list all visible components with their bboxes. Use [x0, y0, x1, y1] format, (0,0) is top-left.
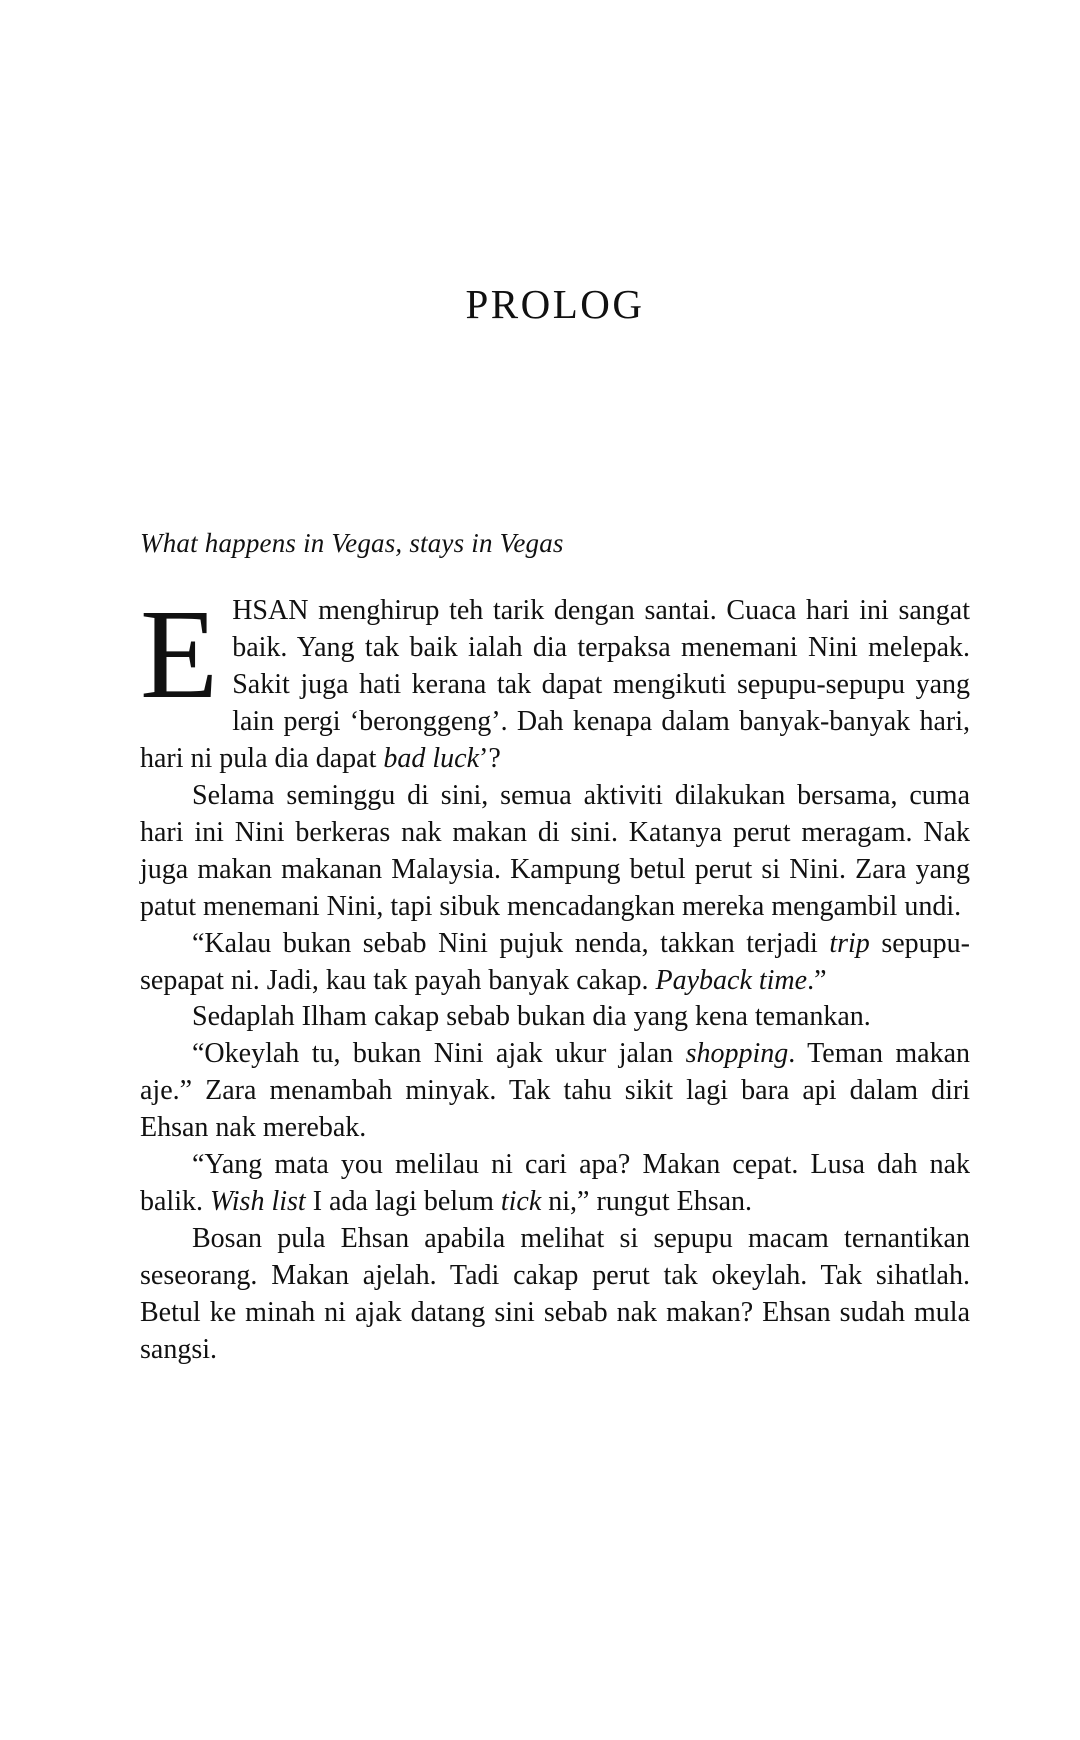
paragraph-1-tail: ’?: [479, 742, 501, 774]
epigraph-text: What happens in Vegas, stays in Vegas: [140, 528, 564, 558]
paragraph-6-part1: “Yang mata you melilau ni cari apa? Makan cepat. Lusa dah nak balik.: [140, 1149, 970, 1218]
paragraph-5: [140, 1036, 970, 1147]
page-content: [140, 280, 970, 1369]
paragraph-3-part3: .”: [807, 964, 827, 996]
body-text: [140, 583, 970, 1369]
paragraph-3-part1: “Kalau bukan sebab Nini pujuk nenda, takkan terjadi: [192, 927, 830, 959]
page-title: PROLOG: [465, 281, 645, 327]
paragraph-3-part2: sepupu-sepapat ni. Jadi, kau tak payah banyak cakap.: [140, 927, 970, 996]
paragraph-1-italic: bad luck: [383, 742, 479, 774]
paragraph-1-lead: HSAN menghirup teh tarik dengan santai. Cuaca hari ini sangat baik. Yang tak baik ialah dia terpaksa menemani Nini melepak. Sakit juga hati kerana tak dapat mengikuti sepupu-sepupu yang lain pergi ‘beronggeng’. Dah kenapa dalam banyak-banyak hari, hari ni pula dia dapat: [140, 595, 970, 774]
paragraph-3: [140, 926, 970, 1000]
paragraph-4-text: Sedaplah Ilham cakap sebab bukan dia yang kena temankan.: [192, 1001, 871, 1033]
paragraph-7: [140, 1221, 970, 1369]
paragraph-7-text: Bosan pula Ehsan apabila melihat si sepupu macam ternantikan seseorang. Makan ajelah. Tadi cakap perut tak okeylah. Tak sihatlah. Betul ke minah ni ajak datang sini sebab nak makan? Ehsan sudah mula sangsi.: [140, 1223, 970, 1366]
paragraph-5-italic1: shopping: [685, 1038, 789, 1070]
paragraph-1: [140, 583, 970, 778]
drop-cap: E: [140, 583, 219, 725]
paragraph-2-text: Selama seminggu di sini, semua aktiviti dilakukan bersama, cuma hari ini Nini berkeras nak makan di sini. Katanya perut meragam. Nak juga makan makanan Malaysia. Kampung betul perut si Nini. Zara yang patut menemani Nini, tapi sibuk mencadangkan mereka mengambil undi.: [140, 779, 970, 922]
paragraph-6-italic1: Wish list: [210, 1186, 306, 1218]
paragraph-6-part3: ni,” rungut Ehsan.: [541, 1186, 753, 1218]
paragraph-6: [140, 1147, 970, 1221]
paragraph-5-part2: . Teman makan aje.” Zara menambah minyak. Tak tahu sikit lagi bara api dalam diri Ehsan nak merebak.: [140, 1038, 970, 1144]
paragraph-4: [140, 999, 970, 1036]
paragraph-2: [140, 778, 970, 926]
paragraph-5-part1: “Okeylah tu, bukan Nini ajak ukur jalan: [192, 1038, 686, 1070]
paragraph-3-italic1: trip: [829, 927, 870, 959]
paragraph-6-italic2: tick: [500, 1186, 542, 1218]
paragraph-6-part2: I ada lagi belum: [305, 1186, 501, 1218]
paragraph-3-italic2: Payback time: [655, 964, 808, 996]
